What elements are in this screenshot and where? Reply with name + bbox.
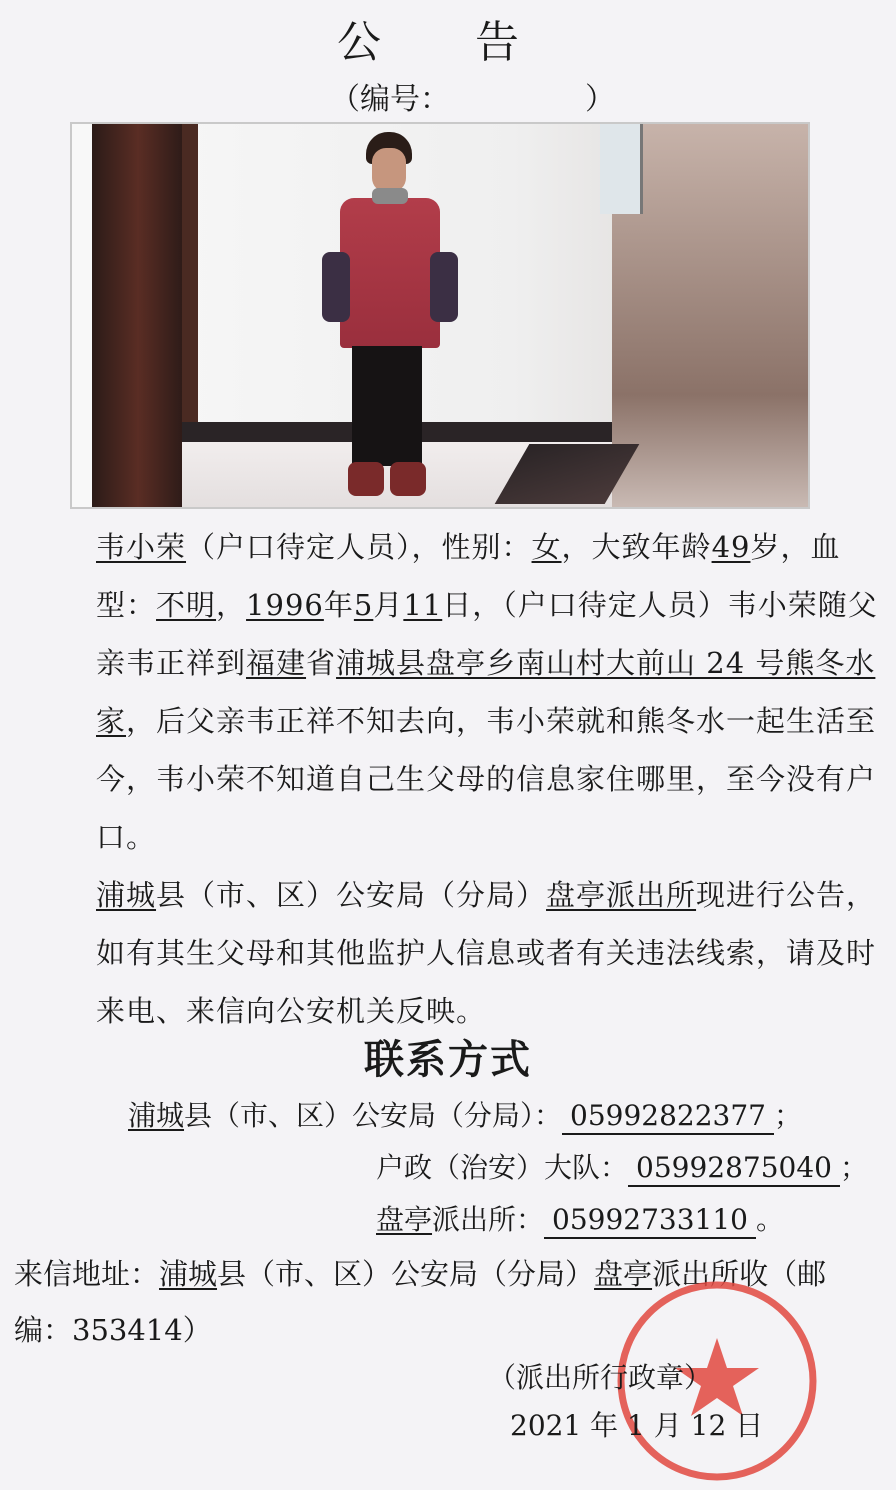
county-value: 浦城: [96, 878, 157, 912]
contact-household-brigade: 户政（治安）大队： 05992875040 ；: [376, 1146, 868, 1187]
contact-police-station: 盘亭派出所： 05992733110 。: [376, 1198, 784, 1239]
age-value: 49: [711, 530, 751, 564]
paragraph-2: 浦城县（市、区）公安局（分局）盘亭派出所现进行公告，如有其生父母和其他监护人信息或者有关违法线索，请及时来电、来信向公安机关反映。: [96, 878, 877, 1028]
person-name: 韦小荣: [96, 530, 187, 564]
person-figure: [320, 132, 460, 509]
year-value: 1996: [246, 588, 324, 622]
phone-county-bureau: 05992822377: [562, 1099, 774, 1135]
mailing-address: 来信地址：浦城县（市、区）公安局（分局）盘亭派出所收（邮编：353414）: [14, 1257, 827, 1347]
province-value: 福建: [246, 646, 307, 680]
blood-type-value: 不明: [156, 588, 217, 622]
notice-body: [14, 518, 884, 1040]
paragraph-1: 韦小荣（户口待定人员），性别：女，大致年龄49岁，血型：不明，1996年5月11日，（户口待定人员）韦小荣随父亲韦正祥到福建省浦城县盘亭乡南山村大前山 24 号熊冬水家，后父亲韦正祥不知去向，韦小荣就和熊冬水一起生活至今，韦小荣不知道自己生父母的信息家住哪里，至今没有户口。: [96, 530, 878, 854]
contact-county-bureau: 浦城县（市、区）公安局（分局）： 05992822377 ；: [128, 1094, 802, 1135]
person-photo: [70, 122, 810, 509]
notice-title: 公 告: [337, 17, 559, 68]
phone-household-brigade: 05992875040: [628, 1151, 840, 1187]
notice-date: 2021 年 1 月 12 日: [510, 1409, 764, 1442]
gender-value: 女: [531, 530, 562, 564]
contact-title: 联系方式: [364, 1037, 532, 1083]
seal-label: （派出所行政章）: [488, 1361, 713, 1394]
month-value: 5: [353, 588, 374, 622]
station-value: 盘亭派出所: [546, 878, 697, 912]
notice-number: （编号： ）: [330, 82, 615, 117]
day-value: 11: [403, 588, 443, 622]
phone-police-station: 05992733110: [544, 1203, 756, 1239]
address-value: 浦城县盘亭乡南山村大前山 24 号熊冬水家: [96, 646, 876, 738]
